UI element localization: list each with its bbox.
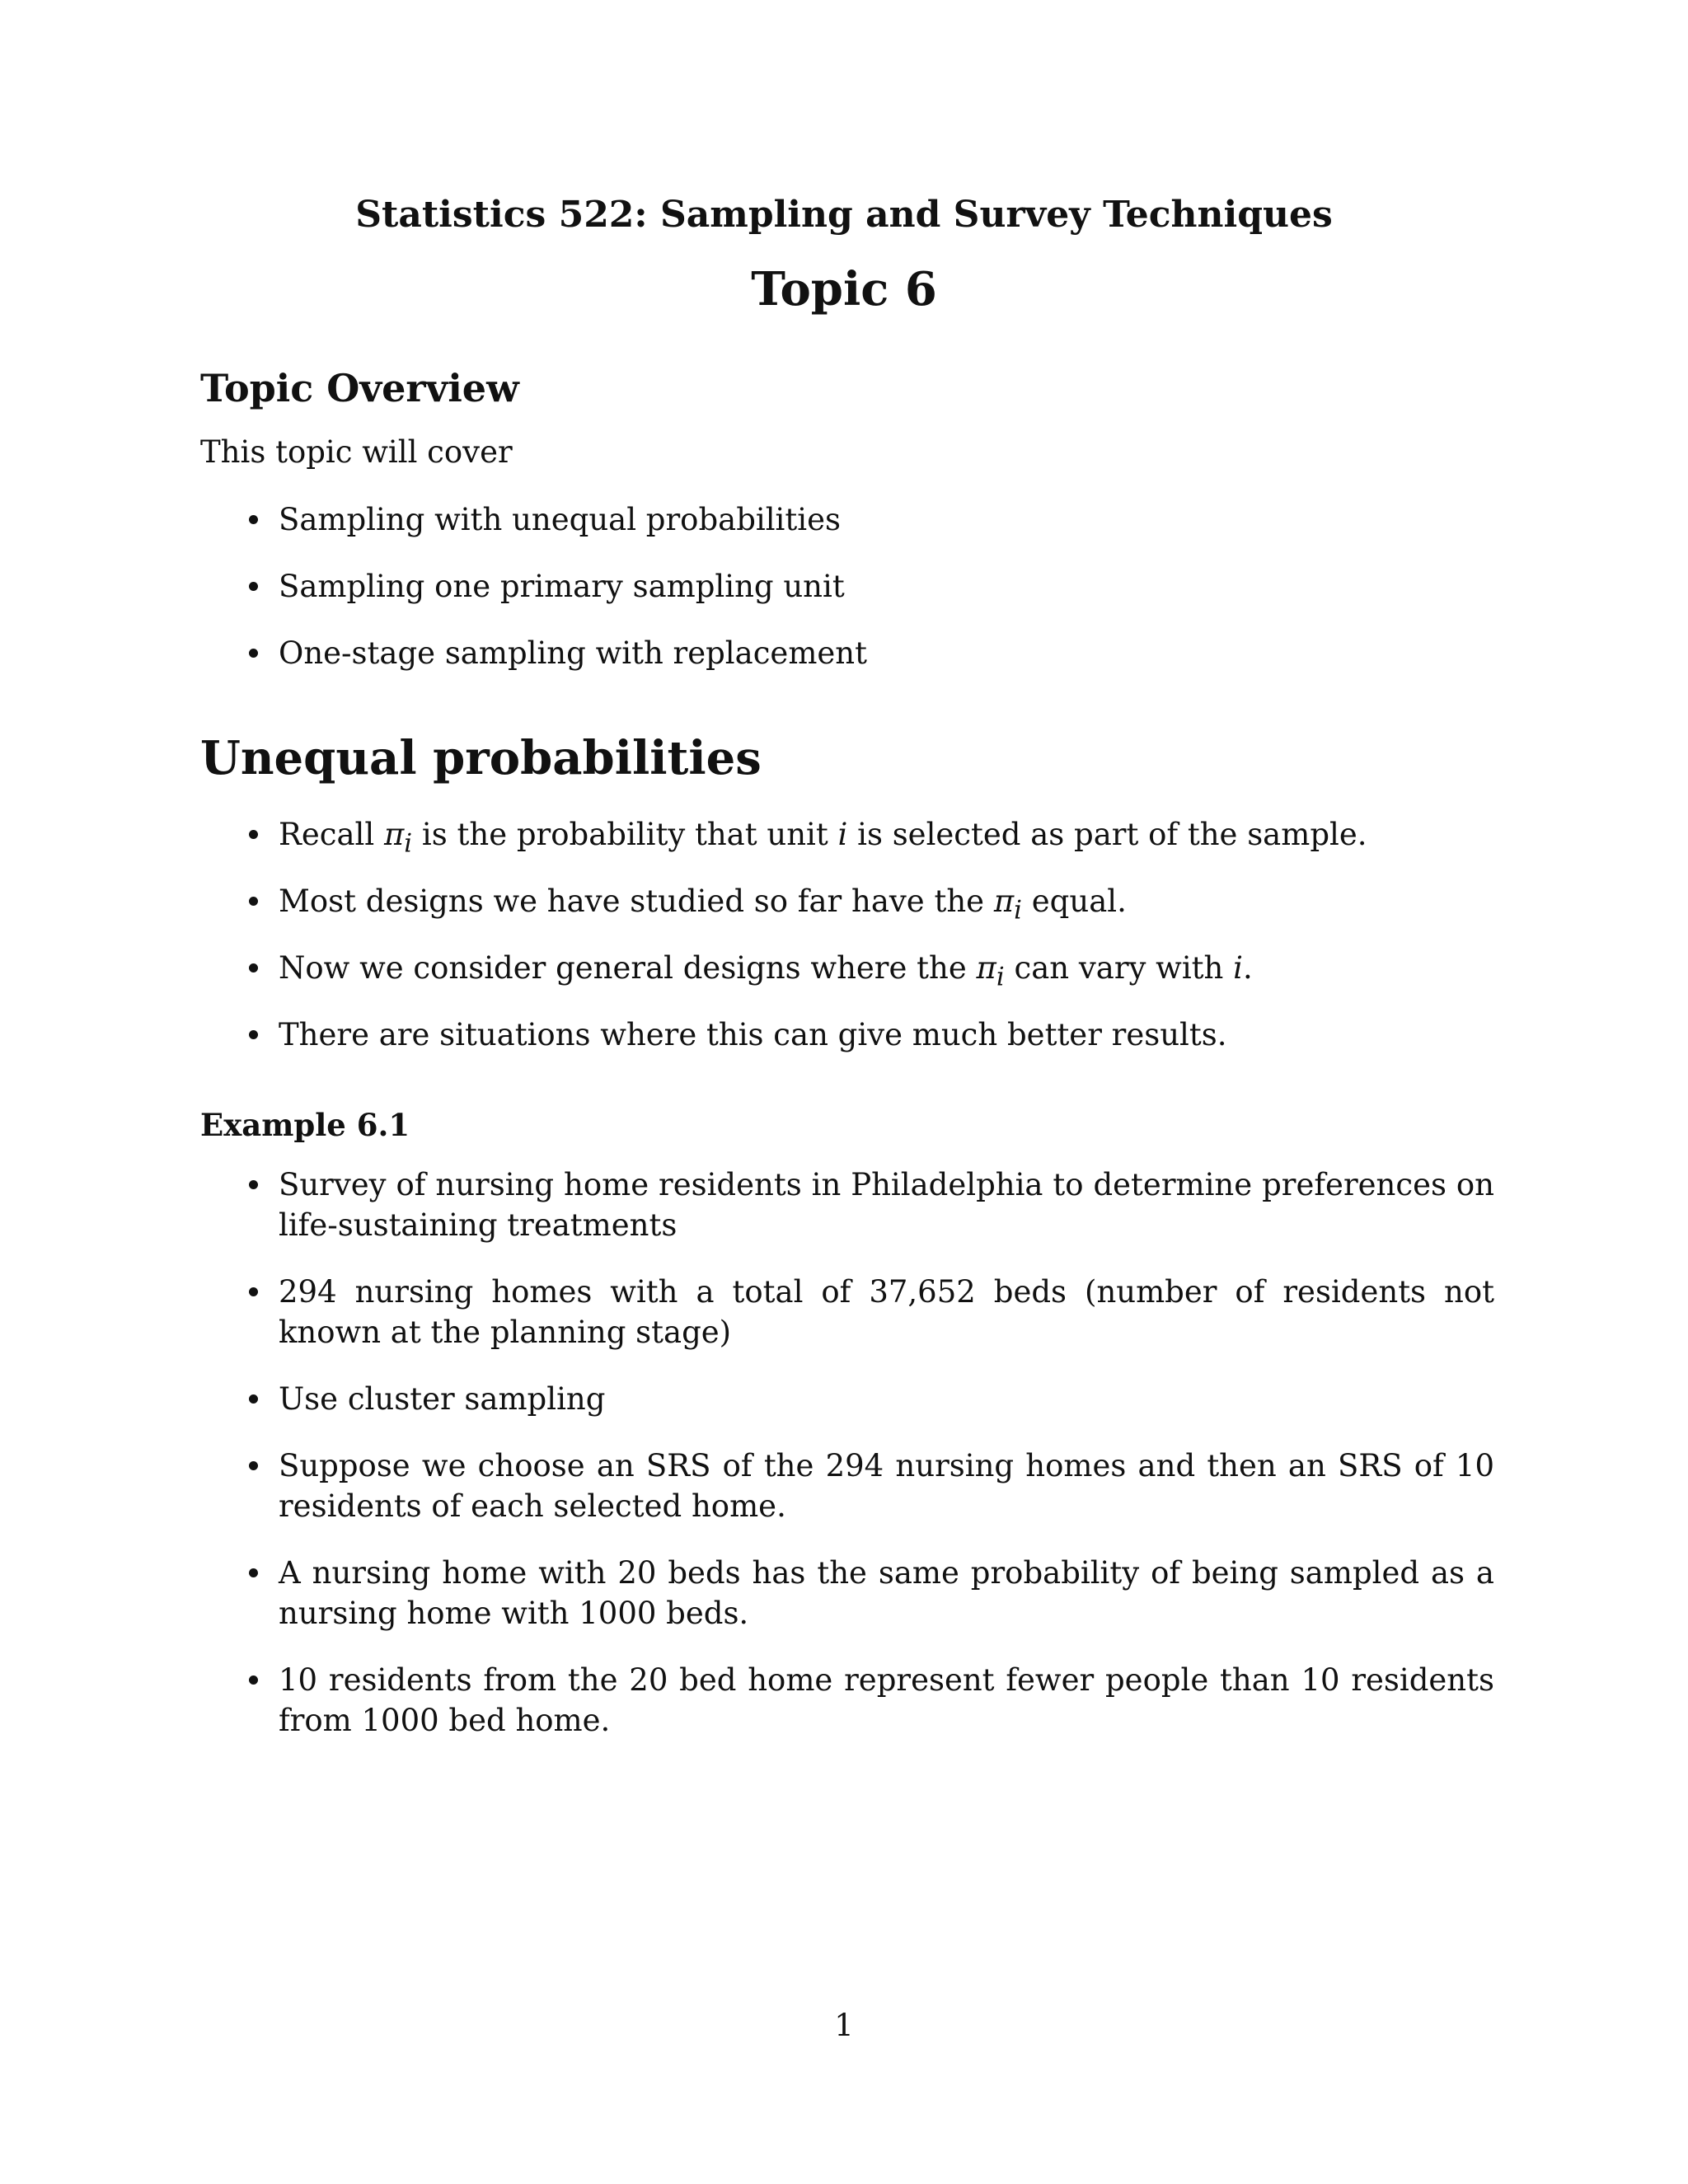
bullet-icon: [249, 897, 258, 906]
list-item-text: Now we consider general designs where the $\pi_i$ can vary with i.: [279, 950, 1253, 992]
list-item-text: Most designs we have studied so far have the $\pi_i$ equal.: [279, 883, 1127, 926]
bullet-icon: [249, 582, 258, 591]
list-item: [279, 566, 1494, 607]
list-item-text: There are situations where this can give much better results.: [279, 1017, 1227, 1052]
list-item: [279, 1379, 1494, 1419]
overview-heading: Topic Overview: [200, 366, 519, 410]
bullet-icon: [249, 963, 258, 972]
bullet-icon: [249, 649, 258, 658]
bullet-icon: [249, 1030, 258, 1039]
overview-intro: This topic will cover: [200, 434, 513, 470]
list-item-text: Sampling with unequal probabilities: [279, 502, 841, 537]
list-item-text: 294 nursing homes with a total of 37,652 beds (number of residents not known at the planning stage): [279, 1274, 1494, 1350]
bullet-icon: [249, 1461, 258, 1470]
bullet-icon: [249, 1180, 258, 1189]
list-item: [279, 881, 1494, 930]
list-item: [279, 1165, 1494, 1245]
list-item-text: Suppose we choose an SRS of the 294 nursing homes and then an SRS of 10 residents of each selected home.: [279, 1448, 1494, 1524]
list-item: [279, 1553, 1494, 1633]
list-item-text: Sampling one primary sampling unit: [279, 569, 845, 604]
list-item: [279, 1015, 1494, 1055]
bullet-icon: [249, 1394, 258, 1404]
section-heading: Unequal probabilities: [200, 731, 762, 785]
list-item: [279, 633, 1494, 673]
list-item: [279, 948, 1494, 997]
bullet-icon: [249, 1287, 258, 1296]
bullet-icon: [249, 1675, 258, 1685]
list-item-text: 10 residents from the 20 bed home represent fewer people than 10 residents from 1000 bed home.: [279, 1662, 1494, 1738]
list-item: [279, 499, 1494, 540]
bullet-icon: [249, 1568, 258, 1577]
page-number: 1: [834, 2008, 854, 2043]
list-item-text: Recall $\pi_i$ is the probability that unit i is selected as part of the sample.: [279, 817, 1367, 859]
example-heading: Example 6.1: [200, 1107, 410, 1143]
list-item: [279, 1446, 1494, 1526]
list-item-text: Use cluster sampling: [279, 1381, 606, 1417]
list-item: [279, 1660, 1494, 1741]
list-item-text: Survey of nursing home residents in Philadelphia to determine preferences on life-sustaining treatments: [279, 1167, 1494, 1243]
bullet-icon: [249, 830, 258, 839]
bullet-icon: [249, 515, 258, 524]
course-title: Statistics 522: Sampling and Survey Techniques: [355, 194, 1333, 236]
list-item-text: One-stage sampling with replacement: [279, 635, 868, 671]
list-item: [279, 814, 1494, 864]
list-item-text: A nursing home with 20 beds has the same probability of being sampled as a nursing home with 1000 beds.: [279, 1555, 1494, 1631]
list-item: [279, 1272, 1494, 1352]
topic-title: Topic 6: [751, 262, 937, 316]
